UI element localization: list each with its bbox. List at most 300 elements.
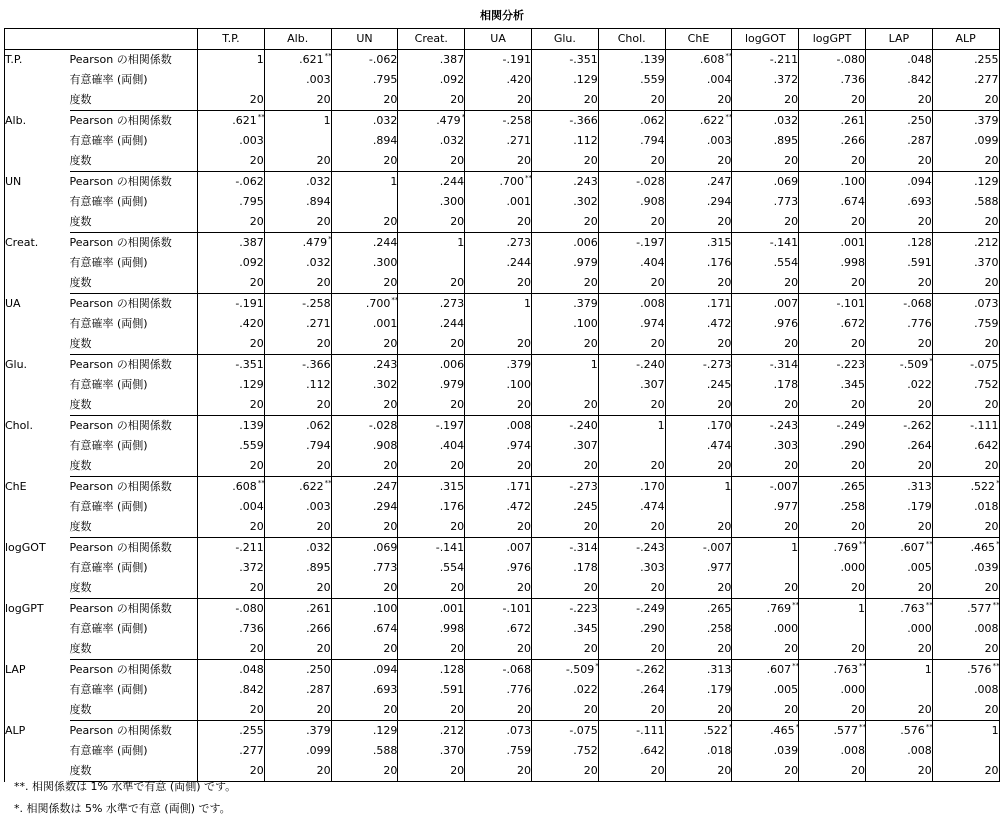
table-row: [5, 456, 1000, 477]
cell-significance: .300: [331, 253, 398, 273]
cell-pearson-correlation: .387: [239, 236, 264, 249]
stat-label-sample-size: 度数: [70, 334, 198, 355]
cell-pearson-correlation: -.223: [799, 355, 866, 376]
stat-label-sample-size: 度数: [70, 151, 198, 172]
cell-significance: .000: [799, 680, 866, 700]
cell-sample-size: 20: [732, 90, 799, 111]
cell-pearson-correlation: -.273: [665, 355, 732, 376]
cell-significance: [264, 131, 331, 151]
significance-marker: *: [728, 723, 733, 731]
cell-significance: .345: [531, 619, 598, 639]
cell-pearson-correlation: .073: [932, 294, 999, 315]
cell-significance: .404: [598, 253, 665, 273]
row-variable-label: Glu.: [5, 355, 70, 416]
cell-sample-size: 20: [331, 761, 398, 782]
cell-significance: .005: [732, 680, 799, 700]
cell-sample-size: 20: [331, 700, 398, 721]
cell-significance: .895: [732, 131, 799, 151]
table-row: [5, 517, 1000, 538]
cell-sample-size: 20: [799, 334, 866, 355]
cell-significance: .977: [665, 558, 732, 578]
cell-significance: .307: [531, 436, 598, 456]
cell-significance: .099: [932, 131, 999, 151]
cell-significance: .004: [665, 70, 732, 90]
cell-significance: .794: [598, 131, 665, 151]
stat-label-significance: 有意確率 (両側): [70, 558, 198, 578]
cell-significance: .039: [732, 741, 799, 761]
cell-significance: [598, 436, 665, 456]
stat-label-sample-size: 度数: [70, 90, 198, 111]
table-row: [5, 741, 1000, 761]
significance-marker: **: [324, 52, 332, 60]
row-variable-label: LAP: [5, 660, 70, 721]
cell-sample-size: 20: [732, 212, 799, 233]
cell-pearson-correlation: .006: [531, 233, 598, 254]
cell-significance: .736: [239, 622, 264, 635]
cell-significance: .112: [531, 131, 598, 151]
cell-sample-size: 20: [198, 517, 265, 538]
cell-pearson-correlation: .139: [598, 50, 665, 71]
cell-sample-size: 20: [531, 334, 598, 355]
cell-pearson-correlation: .062: [598, 111, 665, 132]
cell-significance: [732, 558, 799, 578]
row-variable-label: UA: [5, 294, 70, 355]
cell-sample-size: 20: [531, 456, 598, 477]
column-header: Creat.: [398, 29, 465, 50]
significance-marker: *: [461, 113, 466, 121]
table-row: [5, 558, 1000, 578]
cell-pearson-correlation: .032: [264, 538, 331, 559]
cell-significance: .842: [239, 683, 264, 696]
cell-sample-size: 20: [465, 517, 532, 538]
cell-pearson-correlation: .244: [331, 233, 398, 254]
cell-significance: .370: [398, 741, 465, 761]
cell-sample-size: 20: [198, 456, 265, 477]
cell-pearson-correlation: -.191: [235, 297, 264, 310]
table-row: [5, 131, 1000, 151]
cell-sample-size: 20: [531, 395, 598, 416]
cell-sample-size: 20: [932, 212, 999, 233]
cell-significance: .894: [264, 192, 331, 212]
cell-pearson-correlation: -.509*: [531, 660, 598, 681]
cell-sample-size: 20: [331, 212, 398, 233]
cell-sample-size: 20: [732, 334, 799, 355]
cell-sample-size: 20: [865, 273, 932, 294]
cell-pearson-correlation: -.075: [932, 355, 999, 376]
cell-sample-size: 20: [799, 700, 866, 721]
cell-sample-size: 20: [732, 578, 799, 599]
cell-significance: .264: [865, 436, 932, 456]
cell-sample-size: 20: [799, 517, 866, 538]
cell-significance: .178: [732, 375, 799, 395]
cell-sample-size: 20: [398, 90, 465, 111]
stat-label-pearson-correlation: Pearson の相関係数: [70, 233, 198, 254]
cell-pearson-correlation: -.141: [398, 538, 465, 559]
cell-sample-size: 20: [799, 639, 866, 660]
column-header: UA: [465, 29, 532, 50]
cell-significance: .773: [331, 558, 398, 578]
table-title: 相関分析: [480, 9, 524, 22]
cell-pearson-correlation: .379: [465, 355, 532, 376]
cell-sample-size: 20: [331, 456, 398, 477]
cell-pearson-correlation: .763**: [865, 599, 932, 620]
stat-label-pearson-correlation: Pearson の相関係数: [70, 416, 198, 437]
cell-pearson-correlation: .379: [932, 111, 999, 132]
cell-pearson-correlation: .607**: [732, 660, 799, 681]
stat-label-significance: 有意確率 (両側): [70, 192, 198, 212]
significance-marker: **: [792, 601, 800, 609]
cell-sample-size: 20: [865, 90, 932, 111]
cell-significance: .244: [398, 314, 465, 334]
table-row: [5, 151, 1000, 172]
table-row: [5, 497, 1000, 517]
row-variable-label: logGOT: [5, 538, 70, 599]
cell-pearson-correlation: .243: [531, 172, 598, 193]
cell-significance: .287: [264, 680, 331, 700]
table-row: [5, 436, 1000, 456]
table-row: [5, 172, 1000, 193]
cell-significance: .842: [865, 70, 932, 90]
cell-significance: .674: [799, 192, 866, 212]
cell-pearson-correlation: -.007: [665, 538, 732, 559]
cell-pearson-correlation: 1: [865, 660, 932, 681]
significance-marker: **: [257, 479, 265, 487]
cell-pearson-correlation: .479*: [264, 233, 331, 254]
cell-pearson-correlation: -.101: [799, 294, 866, 315]
cell-pearson-correlation: .069: [331, 538, 398, 559]
cell-pearson-correlation: .255: [932, 50, 999, 71]
cell-significance: .018: [665, 741, 732, 761]
cell-sample-size: 20: [264, 578, 331, 599]
cell-sample-size: 20: [465, 639, 532, 660]
cell-pearson-correlation: 1: [665, 477, 732, 498]
cell-significance: .773: [732, 192, 799, 212]
cell-pearson-correlation: .094: [865, 172, 932, 193]
column-header: Glu.: [531, 29, 598, 50]
cell-sample-size: 20: [665, 334, 732, 355]
cell-pearson-correlation: .255: [239, 724, 264, 737]
cell-significance: .000: [865, 619, 932, 639]
cell-pearson-correlation: .621**: [232, 113, 265, 127]
significance-marker: **: [524, 174, 532, 182]
cell-sample-size: 20: [198, 273, 265, 294]
cell-pearson-correlation: .073: [465, 721, 532, 742]
cell-pearson-correlation: -.028: [331, 416, 398, 437]
cell-pearson-correlation: .379: [531, 294, 598, 315]
cell-sample-size: 20: [264, 151, 331, 172]
cell-sample-size: 20: [398, 456, 465, 477]
cell-pearson-correlation: .006: [398, 355, 465, 376]
cell-significance: .752: [932, 375, 999, 395]
significance-marker: *: [929, 357, 933, 365]
cell-sample-size: 20: [865, 578, 932, 599]
significance-marker: **: [925, 723, 933, 731]
cell-significance: .001: [331, 314, 398, 334]
cell-pearson-correlation: .265: [665, 599, 732, 620]
row-variable-label: ALP: [5, 721, 70, 782]
cell-pearson-correlation: -.273: [531, 477, 598, 498]
significance-marker: **: [725, 113, 733, 121]
cell-significance: .129: [239, 378, 264, 391]
significance-marker: **: [324, 479, 332, 487]
cell-sample-size: 20: [465, 90, 532, 111]
table-row: [5, 70, 1000, 90]
cell-pearson-correlation: 1: [531, 355, 598, 376]
cell-significance: [665, 497, 732, 517]
cell-sample-size: 20: [331, 517, 398, 538]
cell-pearson-correlation: .100: [331, 599, 398, 620]
cell-sample-size: 20: [264, 90, 331, 111]
cell-sample-size: 20: [665, 212, 732, 233]
cell-sample-size: 20: [665, 395, 732, 416]
cell-pearson-correlation: .048: [865, 50, 932, 71]
cell-sample-size: 20: [331, 639, 398, 660]
cell-pearson-correlation: .128: [865, 233, 932, 254]
stat-label-pearson-correlation: Pearson の相関係数: [70, 721, 198, 742]
cell-sample-size: 20: [598, 761, 665, 782]
cell-sample-size: 20: [331, 334, 398, 355]
cell-sample-size: 20: [264, 517, 331, 538]
cell-pearson-correlation: .522*: [665, 721, 732, 742]
significance-marker: **: [858, 540, 866, 548]
cell-significance: .008: [932, 619, 999, 639]
cell-pearson-correlation: -.240: [531, 416, 598, 437]
cell-sample-size: 20: [865, 151, 932, 172]
cell-significance: .176: [398, 497, 465, 517]
cell-pearson-correlation: -.211: [732, 50, 799, 71]
stat-label-pearson-correlation: Pearson の相関係数: [70, 538, 198, 559]
cell-pearson-correlation: .273: [465, 233, 532, 254]
cell-pearson-correlation: -.262: [598, 660, 665, 681]
cell-sample-size: 20: [531, 151, 598, 172]
cell-pearson-correlation: .244: [398, 172, 465, 193]
cell-sample-size: 20: [264, 700, 331, 721]
cell-significance: .032: [398, 131, 465, 151]
cell-significance: .287: [865, 131, 932, 151]
table-row: [5, 578, 1000, 599]
cell-significance: .258: [665, 619, 732, 639]
cell-significance: .795: [239, 195, 264, 208]
cell-significance: .294: [665, 192, 732, 212]
cell-significance: .554: [398, 558, 465, 578]
cell-pearson-correlation: .171: [665, 294, 732, 315]
table-row: [5, 212, 1000, 233]
cell-significance: .894: [331, 131, 398, 151]
stat-label-significance: 有意確率 (両側): [70, 497, 198, 517]
cell-sample-size: 20: [598, 639, 665, 660]
cell-significance: .977: [732, 497, 799, 517]
table-row: [5, 660, 1000, 681]
cell-significance: .277: [932, 70, 999, 90]
cell-significance: .294: [331, 497, 398, 517]
cell-pearson-correlation: -.211: [235, 541, 264, 554]
cell-significance: .302: [531, 192, 598, 212]
cell-significance: .245: [531, 497, 598, 517]
stat-label-pearson-correlation: Pearson の相関係数: [70, 172, 198, 193]
significance-marker: **: [257, 113, 265, 121]
cell-significance: [865, 680, 932, 700]
cell-significance: .032: [264, 253, 331, 273]
cell-pearson-correlation: 1: [799, 599, 866, 620]
cell-significance: .998: [398, 619, 465, 639]
cell-sample-size: 20: [665, 761, 732, 782]
cell-pearson-correlation: -.351: [235, 358, 264, 371]
stat-label-sample-size: 度数: [70, 273, 198, 294]
cell-sample-size: 20: [465, 761, 532, 782]
table-row: [5, 192, 1000, 212]
row-variable-label: Alb.: [5, 111, 70, 172]
cell-pearson-correlation: 1: [264, 111, 331, 132]
cell-sample-size: 20: [531, 700, 598, 721]
cell-significance: .302: [331, 375, 398, 395]
cell-pearson-correlation: .265: [799, 477, 866, 498]
cell-pearson-correlation: .048: [239, 663, 264, 676]
table-row: [5, 700, 1000, 721]
header-row: [5, 29, 1000, 50]
cell-sample-size: 20: [665, 578, 732, 599]
cell-significance: .266: [264, 619, 331, 639]
stat-label-pearson-correlation: Pearson の相関係数: [70, 111, 198, 132]
cell-significance: .372: [239, 561, 264, 574]
cell-significance: .736: [799, 70, 866, 90]
table-row: [5, 619, 1000, 639]
cell-pearson-correlation: -.243: [598, 538, 665, 559]
cell-significance: .258: [799, 497, 866, 517]
cell-significance: .895: [264, 558, 331, 578]
cell-sample-size: 20: [598, 90, 665, 111]
row-variable-label: ChE: [5, 477, 70, 538]
cell-sample-size: 20: [865, 212, 932, 233]
cell-pearson-correlation: -.197: [598, 233, 665, 254]
cell-pearson-correlation: -.258: [264, 294, 331, 315]
cell-sample-size: 20: [932, 700, 999, 721]
cell-sample-size: 20: [932, 578, 999, 599]
cell-sample-size: 20: [465, 700, 532, 721]
cell-sample-size: 20: [398, 273, 465, 294]
stat-label-sample-size: 度数: [70, 578, 198, 599]
stat-label-sample-size: 度数: [70, 517, 198, 538]
cell-sample-size: 20: [799, 212, 866, 233]
cell-significance: .976: [465, 558, 532, 578]
cell-pearson-correlation: .128: [398, 660, 465, 681]
cell-significance: .588: [331, 741, 398, 761]
cell-sample-size: 20: [198, 334, 265, 355]
cell-significance: .591: [865, 253, 932, 273]
cell-sample-size: 20: [465, 212, 532, 233]
cell-sample-size: 20: [932, 395, 999, 416]
cell-significance: .039: [932, 558, 999, 578]
cell-significance: .794: [264, 436, 331, 456]
cell-significance: .005: [865, 558, 932, 578]
cell-significance: .004: [239, 500, 264, 513]
cell-sample-size: 20: [932, 151, 999, 172]
cell-sample-size: 20: [799, 456, 866, 477]
cell-significance: .559: [598, 70, 665, 90]
row-variable-label: logGPT: [5, 599, 70, 660]
cell-significance: .642: [598, 741, 665, 761]
cell-pearson-correlation: -.111: [598, 721, 665, 742]
cell-pearson-correlation: 1: [398, 233, 465, 254]
stat-label-pearson-correlation: Pearson の相関係数: [70, 477, 198, 498]
significance-marker: **: [992, 601, 1000, 609]
cell-pearson-correlation: .577**: [799, 721, 866, 742]
significance-marker: *: [595, 662, 599, 670]
stat-label-significance: 有意確率 (両側): [70, 375, 198, 395]
cell-sample-size: 20: [264, 212, 331, 233]
cell-significance: .022: [865, 375, 932, 395]
cell-significance: .588: [932, 192, 999, 212]
table-row: [5, 721, 1000, 742]
cell-sample-size: 20: [465, 578, 532, 599]
cell-significance: .112: [264, 375, 331, 395]
significance-marker: **: [391, 296, 399, 304]
cell-significance: .674: [331, 619, 398, 639]
cell-sample-size: 20: [932, 761, 999, 782]
cell-sample-size: 20: [264, 334, 331, 355]
cell-significance: .908: [331, 436, 398, 456]
cell-significance: .693: [865, 192, 932, 212]
cell-sample-size: 20: [465, 334, 532, 355]
cell-pearson-correlation: -.197: [398, 416, 465, 437]
cell-pearson-correlation: .001: [398, 599, 465, 620]
cell-sample-size: 20: [732, 517, 799, 538]
cell-significance: .554: [732, 253, 799, 273]
cell-significance: [398, 253, 465, 273]
correlation-table: [4, 28, 1000, 782]
cell-significance: .372: [732, 70, 799, 90]
cell-pearson-correlation: .273: [398, 294, 465, 315]
row-variable-label: Chol.: [5, 416, 70, 477]
cell-sample-size: 20: [465, 273, 532, 294]
cell-pearson-correlation: .032: [264, 172, 331, 193]
cell-significance: .003: [264, 70, 331, 90]
cell-pearson-correlation: -.249: [598, 599, 665, 620]
cell-sample-size: 20: [198, 578, 265, 599]
stat-label-pearson-correlation: Pearson の相関係数: [70, 294, 198, 315]
cell-pearson-correlation: .247: [665, 172, 732, 193]
cell-pearson-correlation: .607**: [865, 538, 932, 559]
cell-significance: .908: [598, 192, 665, 212]
stat-label-pearson-correlation: Pearson の相関係数: [70, 660, 198, 681]
cell-sample-size: 20: [932, 90, 999, 111]
cell-sample-size: 20: [531, 90, 598, 111]
cell-pearson-correlation: .700**: [331, 294, 398, 315]
cell-pearson-correlation: .315: [398, 477, 465, 498]
cell-significance: .290: [598, 619, 665, 639]
significance-marker: **: [858, 662, 866, 670]
cell-pearson-correlation: .032: [732, 111, 799, 132]
cell-pearson-correlation: .007: [465, 538, 532, 559]
cell-sample-size: 20: [331, 151, 398, 172]
stat-label-sample-size: 度数: [70, 456, 198, 477]
cell-sample-size: 20: [465, 395, 532, 416]
cell-sample-size: 20: [865, 334, 932, 355]
cell-sample-size: 20: [799, 90, 866, 111]
cell-pearson-correlation: .465*: [732, 721, 799, 742]
table-row: [5, 355, 1000, 376]
cell-sample-size: 20: [398, 151, 465, 172]
cell-significance: .979: [531, 253, 598, 273]
cell-sample-size: 20: [732, 456, 799, 477]
cell-significance: .759: [932, 314, 999, 334]
cell-significance: .472: [665, 314, 732, 334]
cell-sample-size: 20: [865, 639, 932, 660]
cell-sample-size: 20: [398, 517, 465, 538]
cell-pearson-correlation: -.366: [264, 355, 331, 376]
table-row: [5, 416, 1000, 437]
cell-pearson-correlation: -.351: [531, 50, 598, 71]
cell-sample-size: 20: [398, 639, 465, 660]
